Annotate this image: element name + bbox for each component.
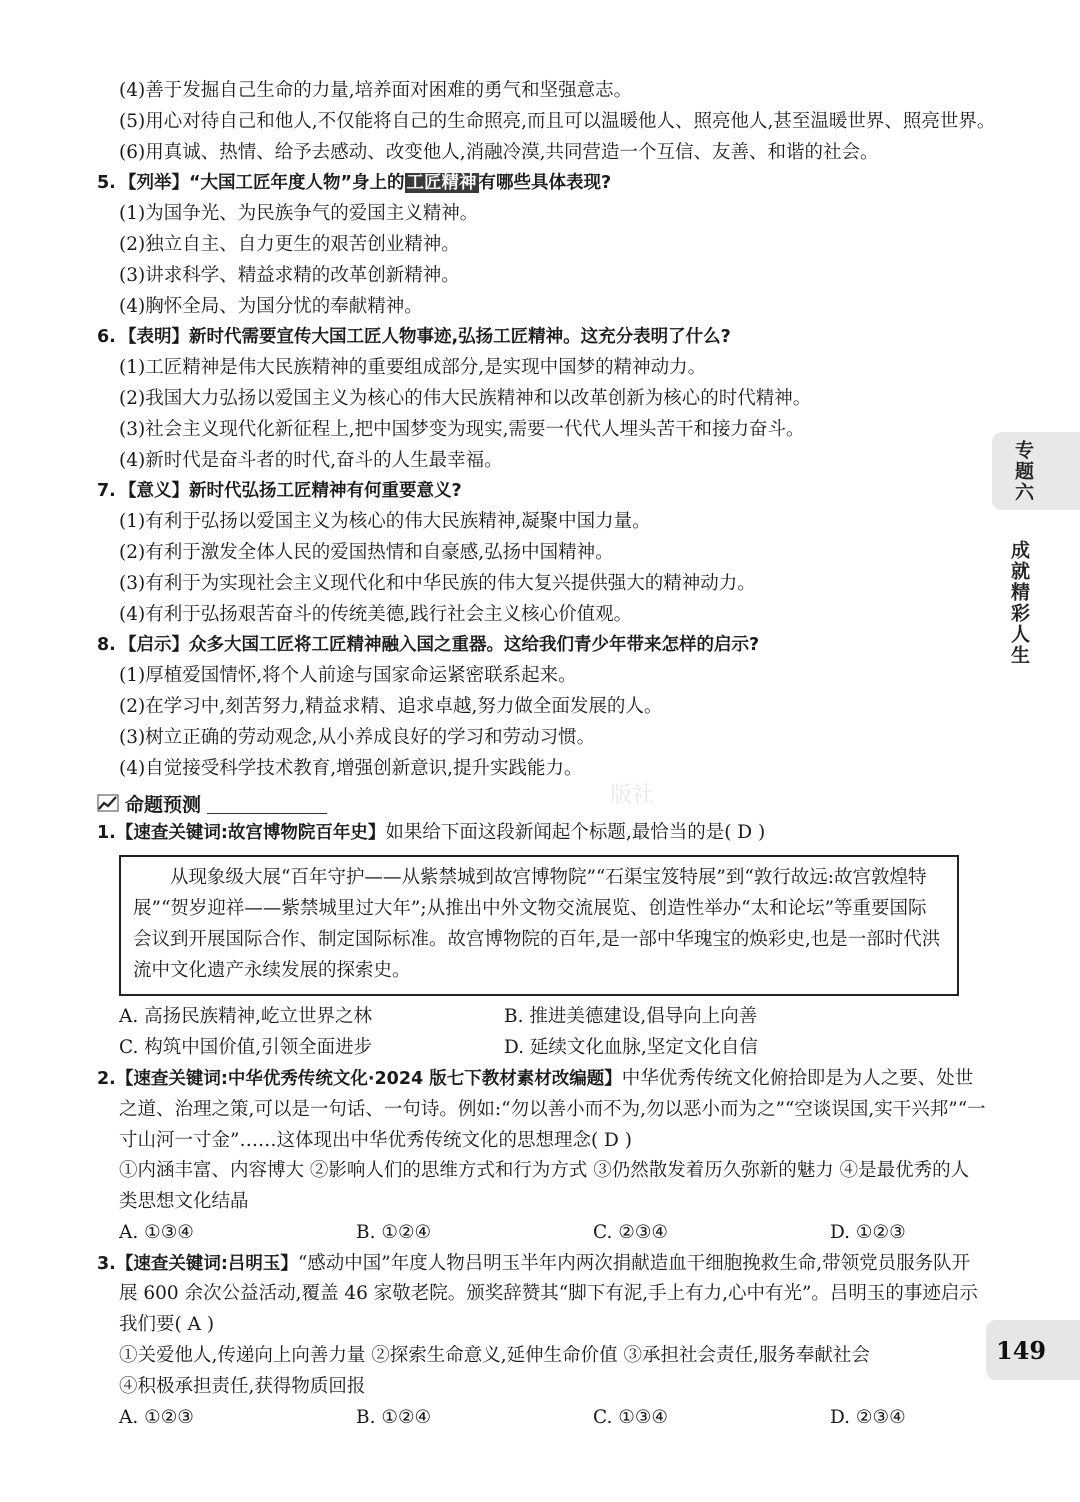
answer-options — [97, 1002, 987, 1064]
option-b: B. ①②④ — [356, 1406, 432, 1428]
option-d: D. ②③④ — [830, 1406, 906, 1428]
option-a: A. 高扬民族精神,屹立世界之林 — [119, 1006, 373, 1028]
option-a: A. ①②③ — [119, 1406, 194, 1428]
question-7-heading — [97, 476, 987, 507]
section-rule — [207, 813, 327, 814]
list-item: (1)为国争光、为民族争气的爱国主义精神。 — [119, 203, 479, 225]
page-number: 149 — [986, 1320, 1080, 1380]
option-a: A. ①③④ — [119, 1221, 194, 1243]
chapter-tab — [992, 432, 1080, 510]
list-item: (4)新时代是奋斗者的时代,奋斗的人生最幸福。 — [119, 449, 503, 471]
chapter-tab-label: 专题六 — [1012, 439, 1034, 503]
list-item: (4)自觉接受科学技术教育,增强创新意识,提升实践能力。 — [119, 757, 583, 779]
watermark: 版社 — [610, 783, 655, 808]
question-number: 8. — [97, 635, 116, 656]
option-b: B. 推进美德建设,倡导向上向善 — [504, 1006, 758, 1028]
option-c: C. ①③④ — [593, 1406, 669, 1428]
question-number: 6. — [97, 327, 116, 348]
question-text-end: 有哪些具体表现? — [478, 173, 612, 194]
list-item: (4)有利于弘扬艰苦奋斗的传统美德,践行社会主义核心价值观。 — [119, 603, 633, 625]
chapter-subtitle — [1006, 540, 1033, 670]
list-item: (2)有利于激发全体人民的爱国热情和自豪感,弘扬中国精神。 — [119, 541, 614, 563]
trend-chart-icon — [97, 794, 119, 812]
list-item: (3)社会主义现代化新征程上,把中国梦变为现实,需要一代代人埋头苦干和接力奋斗。 — [119, 418, 805, 440]
highlighted-term: 工匠精神 — [406, 173, 477, 194]
news-passage-box: 从现象级大展“百年守护——从紫禁城到故宫博物院”“石渠宝笈特展”到“敦行故远:故宫敦煌特展”“贺岁迎祥——紫禁城里过大年”;从推出中外文物交流展览、创造性举办“太和论坛”等重要国际会议到开展国际合作、制定国际标准。故宫博物院的百年,是一部中华瑰宝的焕彩史,也是一部时代洪流中文化遗产永续发展的探索史。 — [119, 855, 959, 996]
section-title: 命题预测 — [125, 793, 202, 816]
list-item: (4)善于发掘自己生命的力量,培养面对困难的勇气和坚强意志。 — [119, 80, 633, 101]
question-text: “感动中国”年度人物吕明玉半年内两次捐献造血干细胞挽救生命,带领党员服务队开展 600 余次公益活动,覆盖 46 家敬老院。颁奖辞赞其“脚下有泥,手上有力,心中有光”。吕明玉的事迹启示我们要( A ) — [119, 1252, 978, 1336]
answer-options — [97, 1218, 987, 1249]
list-item: (1)厚植爱国情怀,将个人前途与国家命运紧密联系起来。 — [119, 665, 577, 687]
option-c: C. 构筑中国价值,引领全面进步 — [119, 1037, 373, 1059]
list-item: (2)我国大力弘扬以爱国主义为核心的伟大民族精神和以改革创新为核心的时代精神。 — [119, 387, 812, 409]
answer-options — [97, 1403, 987, 1434]
keyword-label: 3.【速查关键词:吕明玉】 — [97, 1253, 298, 1274]
list-item: (3)树立正确的劳动观念,从小养成良好的学习和劳动习惯。 — [119, 726, 596, 748]
list-item: (2)独立自主、自力更生的艰苦创业精神。 — [119, 233, 460, 255]
list-item: (4)胸怀全局、为国分忧的奉献精神。 — [119, 295, 423, 317]
list-item: (3)有利于为实现社会主义现代化和中华民族的伟大复兴提供强大的精神动力。 — [119, 572, 756, 594]
question-text: 中华优秀传统文化俯拾即是为人之要、处世之道、治理之策,可以是一句话、一句诗。例如:“勿以善小而不为,勿以恶小而为之”“空谈误国,实干兴邦”“一寸山河一寸金”……这体现出中华优秀传统文化的思想理念( D ) — [119, 1067, 986, 1151]
list-item: (1)有利于弘扬以爱国主义为核心的伟大民族精神,凝聚中国力量。 — [119, 511, 651, 533]
question-number: 5. — [97, 173, 116, 194]
question-text: 如果给下面这段新闻起个标题,最恰当的是( D ) — [385, 822, 766, 844]
option-d: D. 延续文化血脉,坚定文化自信 — [504, 1037, 758, 1059]
question-5-heading — [97, 168, 987, 199]
statement-list: ④积极承担责任,获得物质回报 — [119, 1375, 366, 1397]
prediction-question-3 — [97, 1249, 987, 1341]
keyword-label: 1.【速查关键词:故宫博物院百年史】 — [97, 823, 386, 844]
question-text: 【意义】新时代弘扬工匠精神有何重要意义? — [119, 481, 462, 502]
list-item: (6)用真诚、热情、给予去感动、改变他人,消融冷漠,共同营造一个互信、友善、和谐的社会。 — [119, 141, 879, 163]
section-heading — [97, 788, 987, 818]
question-6-heading — [97, 322, 987, 353]
statement-list: ①内涵丰富、内容博大 ②影响人们的思维方式和行为方式 ③仍然散发着历久弥新的魅力 ④是最优秀的人类思想文化结晶 — [119, 1160, 970, 1213]
question-8-heading — [97, 630, 987, 661]
list-item: (5)用心对待自己和他人,不仅能将自己的生命照亮,而且可以温暖他人、照亮他人,甚至温暖世界、照亮世界。 — [119, 110, 996, 132]
main-content — [97, 76, 996, 1433]
prediction-question-1 — [97, 818, 987, 849]
list-item: (1)工匠精神是伟大民族精神的重要组成部分,是实现中国梦的精神动力。 — [119, 357, 707, 379]
option-d: D. ①②③ — [830, 1221, 906, 1243]
chapter-subtitle-text: 成就精彩人生 — [1008, 540, 1030, 666]
question-text: 【表明】新时代需要宣传大国工匠人物事迹,弘扬工匠精神。这充分表明了什么? — [119, 327, 731, 348]
prediction-question-2 — [97, 1064, 987, 1156]
statement-list: ①关爱他人,传递向上向善力量 ②探索生命意义,延伸生命价值 ③承担社会责任,服务奉献社会 — [119, 1345, 870, 1367]
question-text: 【列举】“大国工匠年度人物”身上的 — [119, 173, 405, 194]
question-number: 7. — [97, 481, 116, 502]
option-b: B. ①②④ — [356, 1221, 432, 1243]
list-item: (3)讲求科学、精益求精的改革创新精神。 — [119, 264, 460, 286]
question-text: 【启示】众多大国工匠将工匠精神融入国之重器。这给我们青少年带来怎样的启示? — [119, 635, 760, 656]
option-c: C. ②③④ — [593, 1221, 669, 1243]
list-item: (2)在学习中,刻苦努力,精益求精、追求卓越,努力做全面发展的人。 — [119, 695, 663, 717]
keyword-label: 2.【速查关键词:中华优秀传统文化·2024 版七下教材素材改编题】 — [97, 1068, 622, 1089]
